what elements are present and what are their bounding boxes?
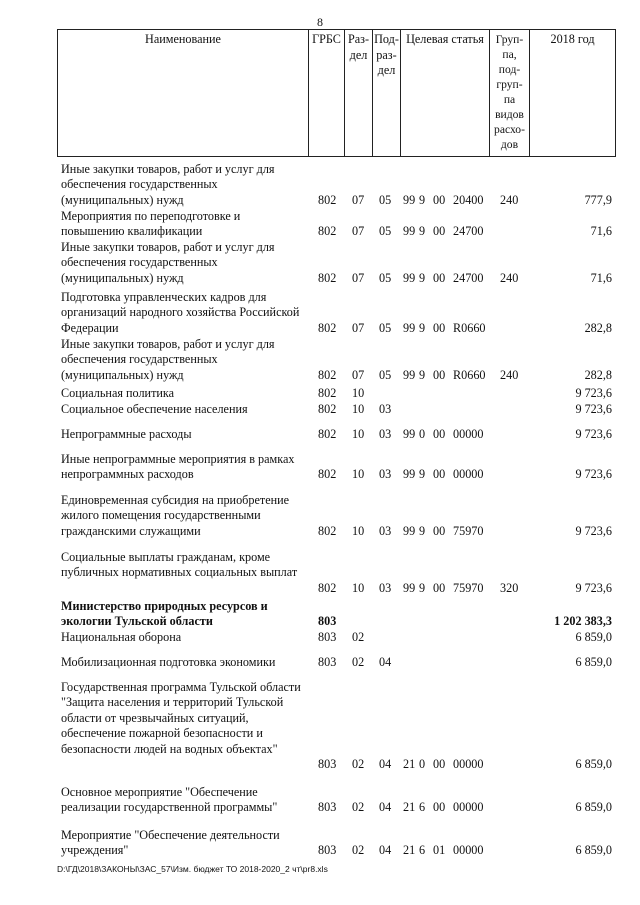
- cell-prz: 05: [379, 320, 392, 335]
- cell-rz: 10: [352, 402, 365, 416]
- cell-b: 0: [419, 427, 426, 441]
- cell-rz: 02: [352, 800, 365, 815]
- cell-rz: 07: [352, 367, 365, 382]
- row-name: Иные закупки товаров, работ и услуг для обеспечения государственных (муниципальных) нужд: [61, 337, 275, 382]
- cell-c: 00: [433, 192, 446, 207]
- cell-a: 21: [403, 843, 416, 858]
- cell-rz: 10: [352, 427, 365, 441]
- cell-c: 00: [433, 757, 446, 771]
- header-vr-line: па,: [502, 48, 517, 61]
- cell-amount: 9 723,6: [575, 580, 612, 595]
- cell-d: 00000: [453, 800, 484, 815]
- cell-a: 99: [403, 467, 416, 482]
- cell-b: 9: [419, 367, 426, 382]
- cell-rz: 02: [352, 757, 365, 771]
- header-name: Наименование: [58, 30, 309, 156]
- cell-amount: 9 723,6: [575, 402, 612, 416]
- footer-file-path: D:\ГД\2018\ЗАКОНЫ\ЗАС_57\Изм. бюджет ТО 2018-2020_2 чт\pr8.xls: [57, 864, 328, 874]
- row-name: Национальная оборона: [61, 630, 182, 644]
- header-vr-line: под-: [498, 63, 521, 76]
- cell-a: 99: [403, 320, 416, 335]
- cell-a: 99: [403, 427, 416, 441]
- row-name: Иные закупки товаров, работ и услуг для обеспечения государственных (муниципальных) нужд: [61, 240, 275, 285]
- cell-b: 9: [419, 192, 426, 207]
- cell-rz: 10: [352, 580, 365, 595]
- row-name: Подготовка управленческих кадров для организаций народного хозяйства Российской Федерации: [61, 290, 300, 335]
- cell-b: 6: [419, 843, 426, 858]
- cell-prz: 03: [379, 427, 392, 441]
- row-name: Единовременная субсидия на приобретение жилого помещения государственными гражданскими служащими: [61, 493, 290, 538]
- cell-prz: 03: [379, 580, 392, 595]
- cell-grbs: 802: [318, 427, 337, 441]
- cell-grbs: 803: [318, 757, 337, 771]
- cell-c: 00: [433, 800, 446, 815]
- header-vr: [490, 30, 530, 156]
- cell-d: 00000: [453, 757, 484, 771]
- cell-d: 75970: [453, 523, 484, 538]
- row-name: Иные непрограммные мероприятия в рамках непрограммных расходов: [61, 452, 295, 482]
- cell-grbs: 802: [318, 192, 337, 207]
- cell-amount: 9 723,6: [575, 427, 612, 441]
- cell-prz: 05: [379, 224, 392, 239]
- header-podrazdel: [373, 30, 401, 156]
- cell-grbs: 803: [318, 800, 337, 815]
- header-podrazdel-line: Под-: [374, 32, 399, 46]
- page-number: 8: [317, 15, 323, 29]
- cell-prz: 03: [379, 523, 392, 538]
- cell-amount: 6 859,0: [575, 630, 612, 644]
- cell-amount: 777,9: [584, 192, 612, 207]
- cell-c: 01: [433, 843, 446, 858]
- cell-grbs: 802: [318, 320, 337, 335]
- cell-amount: 6 859,0: [575, 655, 612, 669]
- cell-amount: 282,8: [584, 367, 612, 382]
- cell-amount: 282,8: [584, 320, 612, 335]
- cell-a: 99: [403, 270, 416, 285]
- row-name: Министерство природных ресурсов и экологии Тульской области: [61, 599, 268, 629]
- header-podrazdel-line: раз-: [376, 47, 397, 62]
- cell-c: 00: [433, 270, 446, 285]
- cell-d: 00000: [453, 427, 484, 441]
- cell-grbs: 803: [318, 614, 337, 629]
- cell-b: 9: [419, 320, 426, 335]
- cell-rz: 10: [352, 467, 365, 482]
- row-name: Мероприятие "Обеспечение деятельности учреждения": [61, 828, 280, 858]
- header-vr-line: дов: [500, 138, 519, 151]
- cell-grbs: 802: [318, 367, 337, 382]
- row-name: Государственная программа Тульской области "Защита населения и территорий Тульской области от чрезвычайных ситуаций, обеспечение пожарной безопасности и безопасности людей на водных объектах": [61, 680, 301, 756]
- cell-vr: 240: [500, 192, 519, 207]
- cell-prz: 05: [379, 270, 392, 285]
- cell-amount: 9 723,6: [575, 467, 612, 482]
- row-name: Социальная политика: [61, 386, 175, 400]
- row-name: Социальные выплаты гражданам, кроме публичных нормативных социальных выплат: [61, 550, 298, 580]
- table-header: [57, 29, 616, 157]
- cell-grbs: 802: [318, 270, 337, 285]
- header-razdel-line: Раз-: [347, 32, 370, 46]
- cell-rz: 02: [352, 843, 365, 858]
- cell-grbs: 802: [318, 386, 337, 400]
- cell-amount: 6 859,0: [575, 843, 612, 858]
- cell-b: 9: [419, 467, 426, 482]
- row-name: Мероприятия по переподготовке и повышению квалификации: [61, 209, 241, 239]
- header-razdel: [345, 30, 373, 156]
- cell-a: 99: [403, 367, 416, 382]
- cell-grbs: 802: [318, 580, 337, 595]
- cell-grbs: 802: [318, 523, 337, 538]
- cell-vr: 240: [500, 270, 519, 285]
- cell-prz: 04: [379, 655, 392, 669]
- cell-d: 00000: [453, 467, 484, 482]
- cell-d: 75970: [453, 580, 484, 595]
- cell-d: 00000: [453, 843, 484, 858]
- cell-c: 00: [433, 320, 446, 335]
- cell-b: 6: [419, 800, 426, 815]
- cell-grbs: 802: [318, 467, 337, 482]
- cell-amount: 9 723,6: [575, 386, 612, 400]
- cell-a: 99: [403, 580, 416, 595]
- cell-a: 99: [403, 192, 416, 207]
- cell-c: 00: [433, 224, 446, 239]
- cell-rz: 07: [352, 192, 365, 207]
- row-name: Непрограммные расходы: [61, 427, 192, 441]
- cell-a: 21: [403, 757, 416, 771]
- cell-amount: 1 202 383,3: [554, 614, 612, 629]
- cell-grbs: 803: [318, 630, 337, 644]
- cell-rz: 02: [352, 655, 365, 669]
- row-name: Мобилизационная подготовка экономики: [61, 655, 276, 669]
- cell-b: 0: [419, 757, 426, 771]
- header-vr-line: груп-: [496, 78, 523, 91]
- cell-b: 9: [419, 523, 426, 538]
- cell-amount: 71,6: [590, 270, 612, 285]
- cell-vr: 240: [500, 367, 519, 382]
- cell-prz: 04: [379, 843, 392, 858]
- header-podrazdel-line: дел: [377, 63, 396, 77]
- cell-rz: 10: [352, 523, 365, 538]
- cell-rz: 10: [352, 386, 365, 400]
- cell-amount: 71,6: [590, 224, 612, 239]
- row-name: Иные закупки товаров, работ и услуг для обеспечения государственных (муниципальных) нужд: [61, 162, 275, 207]
- cell-prz: 04: [379, 800, 392, 815]
- cell-grbs: 803: [318, 843, 337, 858]
- cell-c: 00: [433, 467, 446, 482]
- cell-c: 00: [433, 367, 446, 382]
- cell-b: 9: [419, 580, 426, 595]
- header-year: 2018 год: [550, 32, 595, 46]
- cell-rz: 07: [352, 320, 365, 335]
- header-vr-line: Груп-: [495, 33, 524, 46]
- cell-grbs: 803: [318, 655, 337, 669]
- header-grbs: ГРБС: [309, 30, 345, 156]
- header-vr-line: видов: [495, 108, 524, 121]
- cell-c: 00: [433, 580, 446, 595]
- row-name: Основное мероприятие "Обеспечение реализации государственной программы": [61, 785, 278, 815]
- cell-vr: 320: [500, 580, 519, 595]
- cell-rz: 07: [352, 270, 365, 285]
- header-razdel-line: дел: [349, 47, 368, 62]
- cell-d: 24700: [453, 224, 484, 239]
- row-name: Социальное обеспечение населения: [61, 402, 248, 416]
- header-vr-line: па: [503, 93, 516, 106]
- cell-d: R0660: [453, 367, 486, 382]
- cell-prz: 05: [379, 192, 392, 207]
- cell-grbs: 802: [318, 224, 337, 239]
- cell-a: 21: [403, 800, 416, 815]
- cell-d: 20400: [453, 192, 484, 207]
- cell-b: 9: [419, 270, 426, 285]
- cell-rz: 07: [352, 224, 365, 239]
- cell-d: 24700: [453, 270, 484, 285]
- cell-amount: 6 859,0: [575, 757, 612, 771]
- cell-a: 99: [403, 523, 416, 538]
- cell-b: 9: [419, 224, 426, 239]
- cell-a: 99: [403, 224, 416, 239]
- cell-prz: 05: [379, 367, 392, 382]
- cell-amount: 6 859,0: [575, 800, 612, 815]
- cell-prz: 03: [379, 467, 392, 482]
- cell-c: 00: [433, 523, 446, 538]
- cell-amount: 9 723,6: [575, 523, 612, 538]
- cell-grbs: 802: [318, 402, 337, 416]
- cell-rz: 02: [352, 630, 365, 644]
- cell-prz: 03: [379, 402, 392, 416]
- cell-c: 00: [433, 427, 446, 441]
- cell-prz: 04: [379, 757, 392, 771]
- header-target: Целевая статья: [401, 30, 490, 156]
- cell-d: R0660: [453, 320, 486, 335]
- header-vr-line: расхо-: [494, 123, 525, 136]
